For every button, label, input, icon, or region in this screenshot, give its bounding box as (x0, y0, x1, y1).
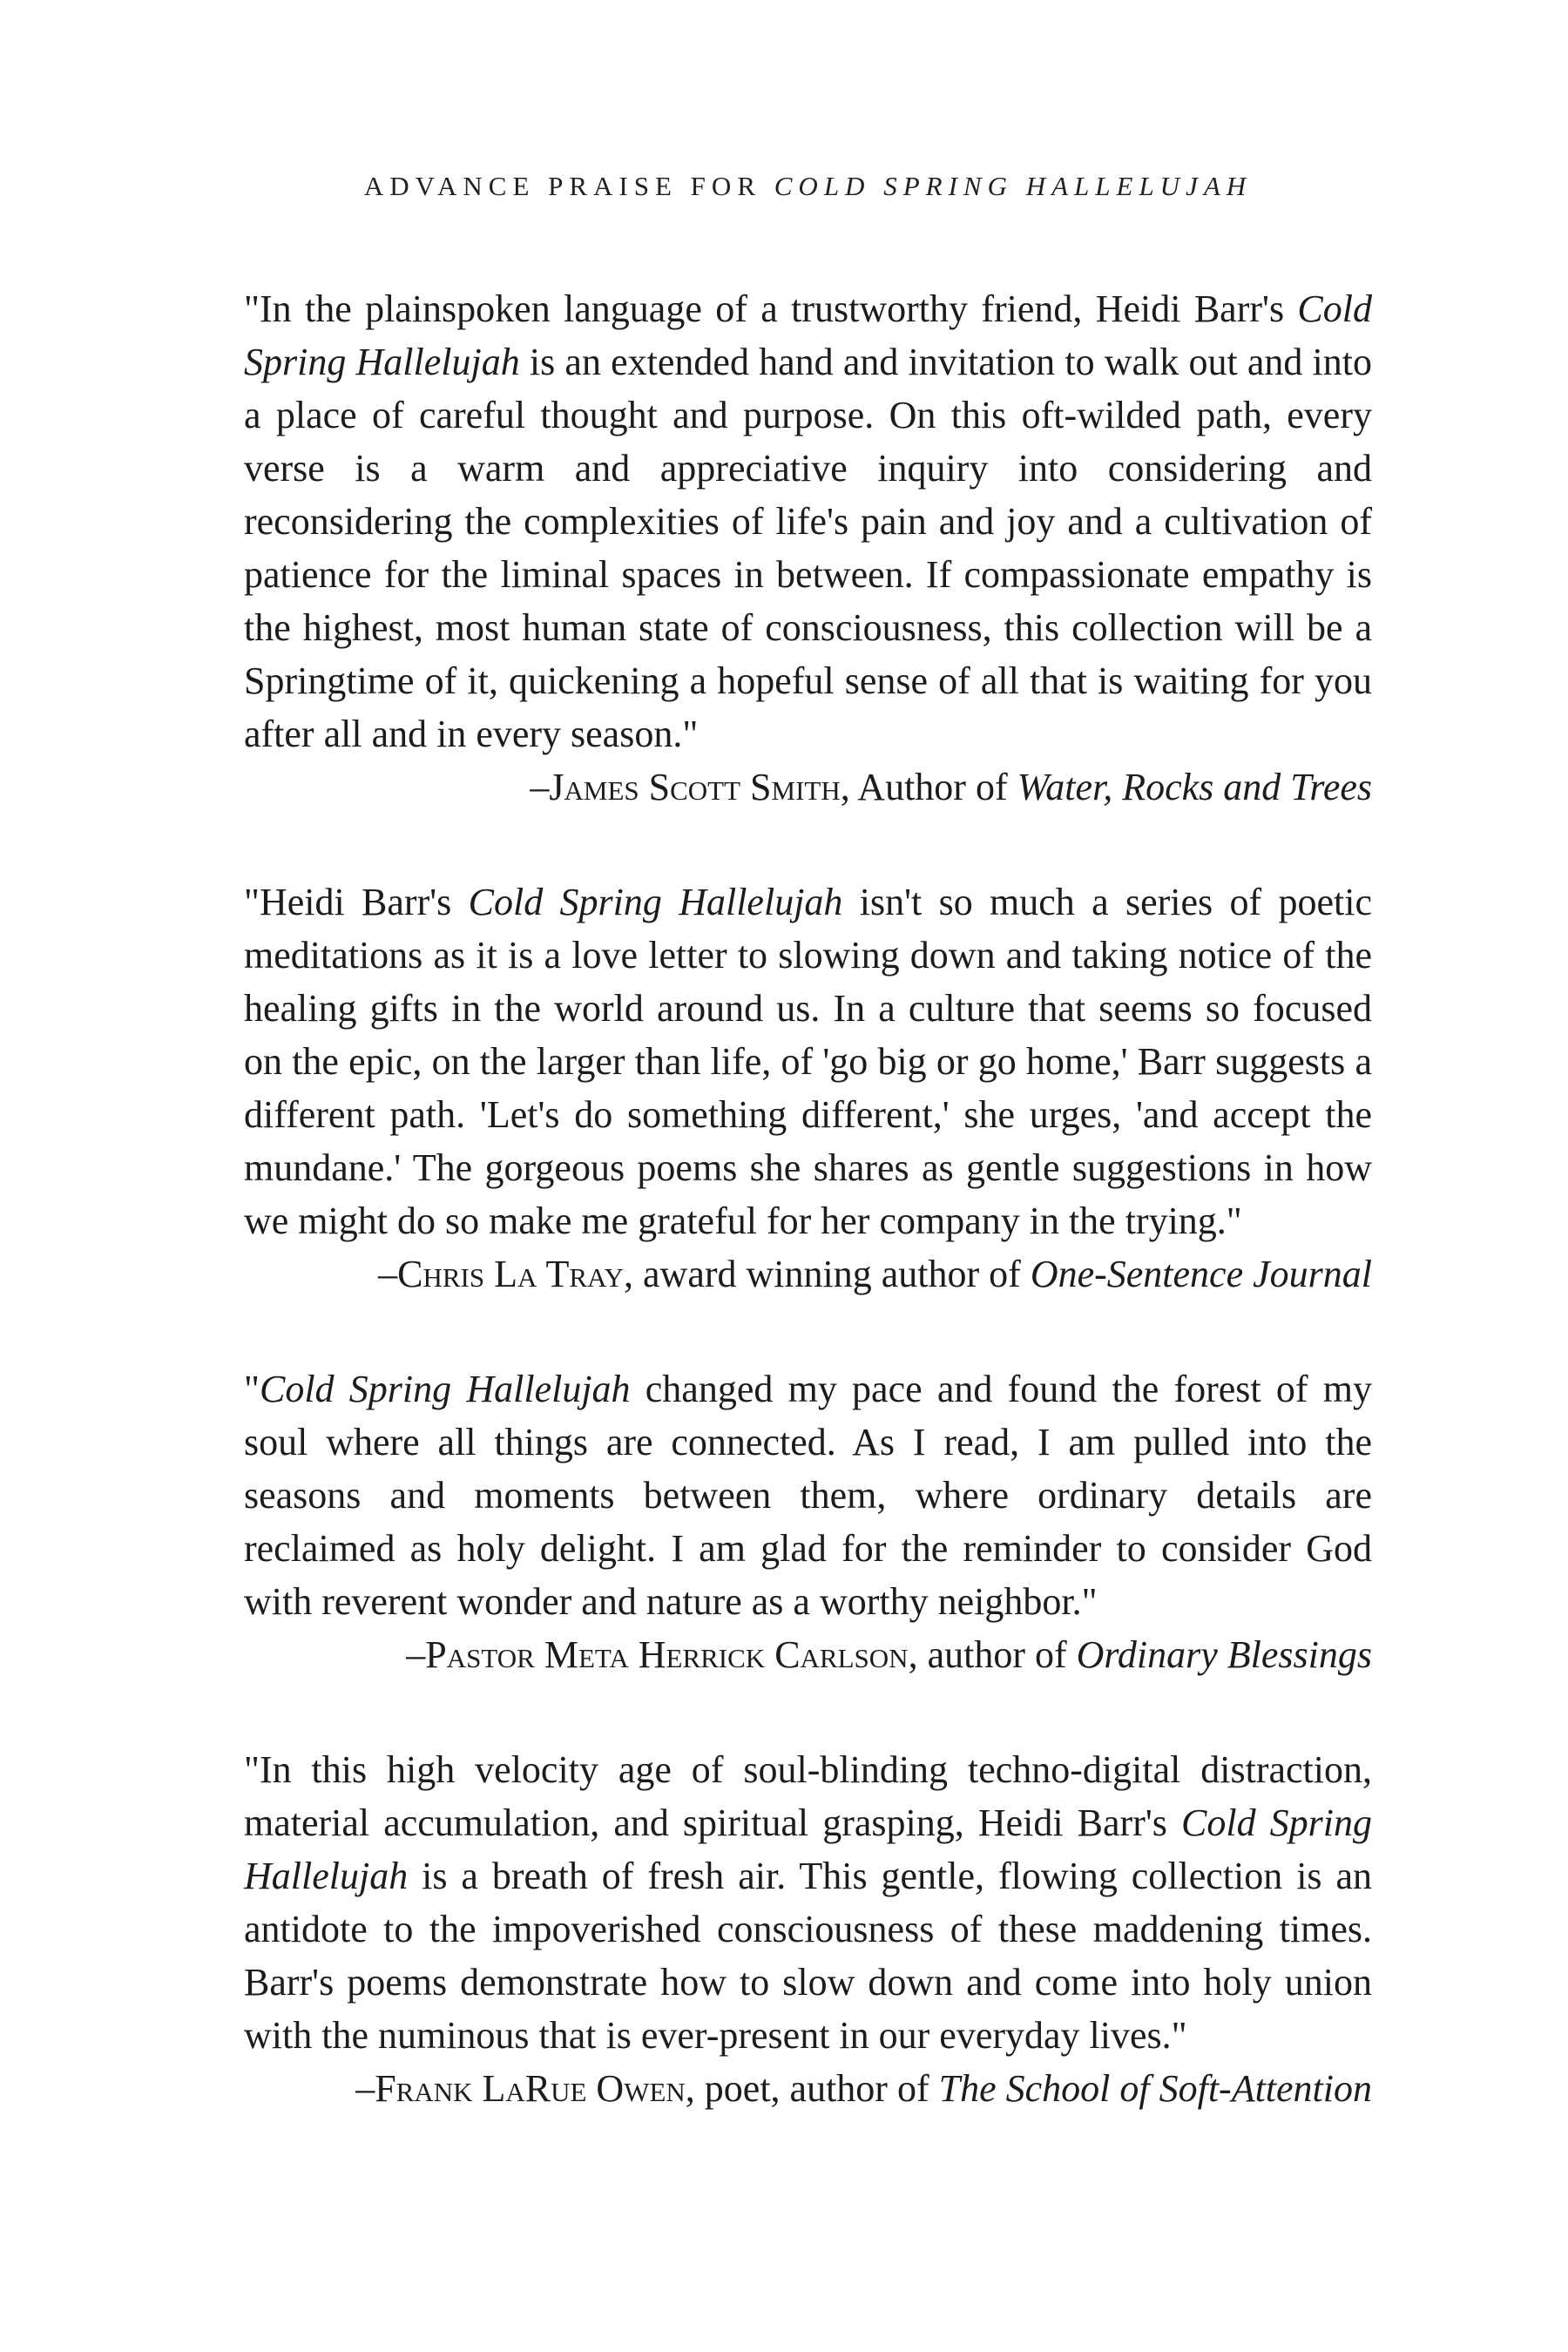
text-segment-normal: – (530, 766, 550, 808)
review-block (244, 875, 1372, 1301)
text-segment-normal: "Heidi Barr's (244, 881, 469, 923)
review-attribution (244, 1247, 1372, 1301)
review-quote (244, 1362, 1372, 1628)
text-segment-normal: , award winning author of (624, 1253, 1031, 1295)
text-segment-smallcaps: Frank LaRue Owen (375, 2067, 686, 2110)
text-segment-italic: Cold Spring Hallelujah (259, 1368, 631, 1410)
text-segment-italic: Cold Spring Hallelujah (244, 287, 1372, 383)
review-attribution (244, 2062, 1372, 2115)
review-block (244, 1362, 1372, 1681)
text-segment-italic: COLD SPRING HALLELUJAH (774, 171, 1253, 201)
text-segment-normal: – (378, 1253, 398, 1295)
text-segment-normal: – (406, 1633, 426, 1676)
text-segment-normal: , author of (908, 1633, 1077, 1676)
text-segment-italic: Ordinary Blessings (1076, 1633, 1372, 1676)
text-segment-italic: One-Sentence Journal (1030, 1253, 1372, 1295)
text-segment-normal: , Author of (840, 766, 1017, 808)
text-segment-normal: isn't so much a series of poetic meditations as it is a love letter to slowing down and taking notice of the healing gifts in the world around us. In a culture that seems so focused on the epic, on the larger than life, of 'go big or go home,' Barr suggests a different path. 'Let's do something different,' she urges, 'and accept the mundane.' The gorgeous poems she shares as gentle suggestions in how we might do so make me grateful for her company in the trying." (244, 881, 1373, 1242)
text-segment-smallcaps: Pastor Meta Herrick Carlson (425, 1633, 909, 1676)
text-segment-normal: "In this high velocity age of soul-blinding techno-digital distraction, material accumulation, and spiritual grasping, Heidi Barr's (244, 1748, 1372, 1844)
review-quote (244, 1743, 1372, 2062)
review-attribution (244, 1628, 1372, 1681)
text-segment-normal: is an extended hand and invitation to walk out and into a place of careful thought and purpose. On this oft-wilded path, every verse is a warm and appreciative inquiry into considering and reconsidering the complexities of life's pain and joy and a cultivation of patience for the liminal spaces in between. If compassionate empathy is the highest, most human state of consciousness, this collection will be a Springtime of it, quickening a hopeful sense of all that is waiting for you after all and in every season." (244, 341, 1372, 755)
text-segment-normal: – (355, 2067, 375, 2110)
text-segment-italic: The School of Soft-Attention (938, 2067, 1372, 2110)
text-segment-smallcaps: Chris La Tray (397, 1253, 625, 1295)
text-segment-italic: Water, Rocks and Trees (1017, 766, 1372, 808)
text-segment-normal: is a breath of fresh air. This gentle, flowing collection is an antidote to the impoverished consciousness of these maddening times. Barr's poems demonstrate how to slow down and come into holy union with the numinous that is ever-present in our everyday lives." (244, 1855, 1372, 2057)
review-quote (244, 282, 1372, 760)
text-segment-normal: ADVANCE PRAISE FOR (363, 171, 774, 201)
text-segment-normal: " (244, 1368, 260, 1410)
page-heading (244, 171, 1372, 202)
text-segment-smallcaps: James Scott Smith (549, 766, 841, 808)
review-attribution (244, 760, 1372, 814)
review-block (244, 282, 1372, 814)
text-segment-italic: Cold Spring Hallelujah (468, 881, 843, 923)
review-block (244, 1743, 1372, 2115)
text-segment-normal: "In the plainspoken language of a trustworthy friend, Heidi Barr's (244, 287, 1298, 330)
text-segment-italic: Cold Spring Hallelujah (244, 1801, 1373, 1897)
text-segment-normal: , poet, author of (685, 2067, 939, 2110)
text-segment-normal: changed my pace and found the forest of my soul where all things are connected. As I read, I am pulled into the seasons and moments between them, where ordinary details are reclaimed as holy delight. I am glad for the reminder to consider God with reverent wonder and nature as a worthy neighbor." (244, 1368, 1372, 1623)
review-quote (244, 875, 1372, 1247)
